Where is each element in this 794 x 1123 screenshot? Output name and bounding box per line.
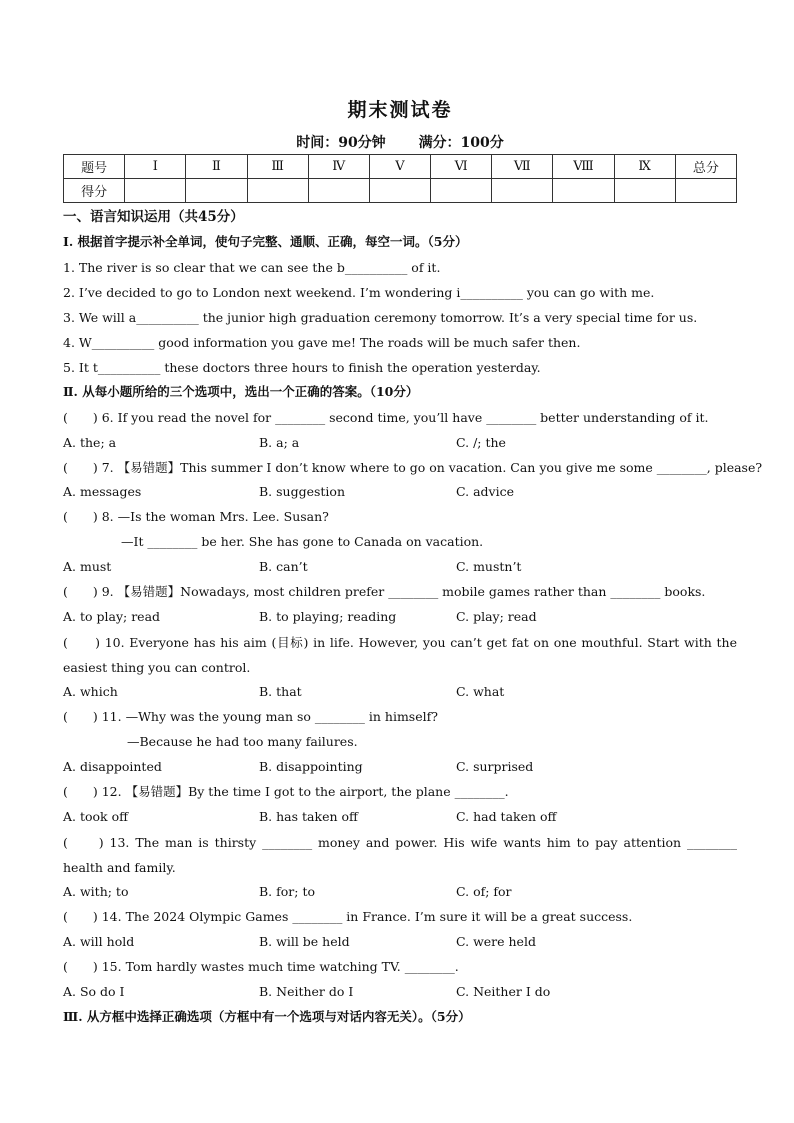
option-b: B. disappointing bbox=[259, 759, 363, 774]
option-c: C. what bbox=[456, 684, 505, 699]
option-b: B. for; to bbox=[259, 884, 315, 899]
question-14: ( ) 14. The 2024 Olympic Games ________ in France. I’m sure it will be a great success. bbox=[63, 909, 633, 924]
score-cell[interactable] bbox=[675, 179, 736, 203]
part2-heading: Ⅱ. 从每小题所给的三个选项中，选出一个正确的答案。（10分） bbox=[63, 384, 419, 399]
option-b: B. that bbox=[259, 684, 302, 699]
full-score: 满分：100分 bbox=[418, 135, 504, 151]
score-table bbox=[63, 154, 737, 203]
list-item: 3. We will a__________ the junior high graduation ceremony tomorrow. It’s a very special time for us. bbox=[63, 310, 698, 325]
option-a: A. to play; read bbox=[63, 609, 161, 624]
option-a: A. took off bbox=[63, 809, 129, 824]
option-a: A. will hold bbox=[63, 934, 135, 949]
option-b: B. suggestion bbox=[259, 484, 346, 499]
list-item: 2. I’ve decided to go to London next weekend. I’m wondering i__________ you can go with me. bbox=[63, 285, 655, 300]
question-12: ( ) 12. 【易错题】By the time I got to the airport, the plane ________. bbox=[63, 784, 509, 799]
option-b: B. to playing; reading bbox=[259, 609, 397, 624]
table-cell: Ⅳ bbox=[308, 155, 369, 179]
score-cell[interactable] bbox=[431, 179, 492, 203]
list-item: 1. The river is so clear that we can see the b__________ of it. bbox=[63, 260, 441, 275]
option-b: B. has taken off bbox=[259, 809, 358, 824]
score-cell[interactable] bbox=[186, 179, 247, 203]
table-cell: Ⅸ bbox=[614, 155, 675, 179]
question-8: ( ) 8. —Is the woman Mrs. Lee. Susan? bbox=[63, 509, 329, 524]
question-10: ( ) 10. Everyone has his aim (目标) in life. However, you can’t get fat on one mouthful. Start with the easiest thing you can control. bbox=[63, 635, 737, 675]
option-c: C. advice bbox=[456, 484, 514, 499]
table-cell: Ⅲ bbox=[247, 155, 308, 179]
question-15: ( ) 15. Tom hardly wastes much time watching TV. ________. bbox=[63, 959, 459, 974]
option-a: A. with; to bbox=[63, 884, 129, 899]
score-cell[interactable] bbox=[492, 179, 553, 203]
question-9: ( ) 9. 【易错题】Nowadays, most children prefer ________ mobile games rather than ________ books. bbox=[63, 584, 706, 599]
option-a: A. messages bbox=[63, 484, 142, 499]
part1-heading: Ⅰ. 根据首字提示补全单词，使句子完整、通顺、正确，每空一词。（5分） bbox=[63, 234, 468, 249]
option-b: B. Neither do I bbox=[259, 984, 354, 999]
question-11: ( ) 11. —Why was the young man so ________ in himself? bbox=[63, 709, 438, 724]
score-cell[interactable] bbox=[308, 179, 369, 203]
table-cell: Ⅱ bbox=[186, 155, 247, 179]
option-c: C. Neither I do bbox=[456, 984, 551, 999]
question-6: ( ) 6. If you read the novel for ________ second time, you’ll have ________ better understanding of it. bbox=[63, 410, 709, 425]
section-heading: 一、语言知识运用（共45分） bbox=[63, 209, 244, 225]
option-a: A. the; a bbox=[63, 435, 117, 450]
option-b: B. can’t bbox=[259, 559, 308, 574]
table-cell: 得分 bbox=[64, 179, 125, 203]
exam-subtitle bbox=[63, 132, 737, 152]
time-limit: 时间：90分钟 bbox=[296, 135, 386, 151]
list-item: 4. W__________ good information you gave me! The roads will be much safer then. bbox=[63, 335, 581, 350]
score-cell[interactable] bbox=[614, 179, 675, 203]
option-c: C. surprised bbox=[456, 759, 534, 774]
part3-heading: Ⅲ. 从方框中选择正确选项（方框中有一个选项与对话内容无关）。（5分） bbox=[63, 1009, 471, 1024]
table-cell: Ⅰ bbox=[125, 155, 186, 179]
score-cell[interactable] bbox=[369, 179, 430, 203]
list-item: 5. It t__________ these doctors three hours to finish the operation yesterday. bbox=[63, 360, 541, 375]
score-cell[interactable] bbox=[125, 179, 186, 203]
option-c: C. of; for bbox=[456, 884, 512, 899]
question-13: ( ) 13. The man is thirsty ________ money and power. His wife wants him to pay attention ________ health and family. bbox=[63, 835, 737, 875]
question-8-reply: —It ________ be her. She has gone to Canada on vacation. bbox=[121, 534, 484, 549]
table-cell: Ⅵ bbox=[431, 155, 492, 179]
table-cell: 题号 bbox=[64, 155, 125, 179]
option-c: C. /; the bbox=[456, 435, 506, 450]
table-cell: Ⅷ bbox=[553, 155, 614, 179]
option-b: B. a; a bbox=[259, 435, 300, 450]
option-b: B. will be held bbox=[259, 934, 350, 949]
option-c: C. were held bbox=[456, 934, 536, 949]
option-a: A. must bbox=[63, 559, 112, 574]
exam-title: 期末测试卷 bbox=[347, 99, 453, 121]
option-a: A. So do I bbox=[63, 984, 125, 999]
question-7: ( ) 7. 【易错题】This summer I don’t know where to go on vacation. Can you give me some ________, please? bbox=[63, 460, 763, 475]
table-cell: 总分 bbox=[675, 155, 736, 179]
score-cell[interactable] bbox=[247, 179, 308, 203]
table-cell: Ⅴ bbox=[369, 155, 430, 179]
option-c: C. play; read bbox=[456, 609, 537, 624]
option-a: A. which bbox=[63, 684, 118, 699]
score-table-score-row bbox=[64, 179, 737, 203]
score-cell[interactable] bbox=[553, 179, 614, 203]
option-c: C. had taken off bbox=[456, 809, 557, 824]
table-cell: Ⅶ bbox=[492, 155, 553, 179]
score-table-header-row bbox=[64, 155, 737, 179]
option-c: C. mustn’t bbox=[456, 559, 522, 574]
question-11-reply: —Because he had too many failures. bbox=[127, 734, 358, 749]
option-a: A. disappointed bbox=[63, 759, 162, 774]
